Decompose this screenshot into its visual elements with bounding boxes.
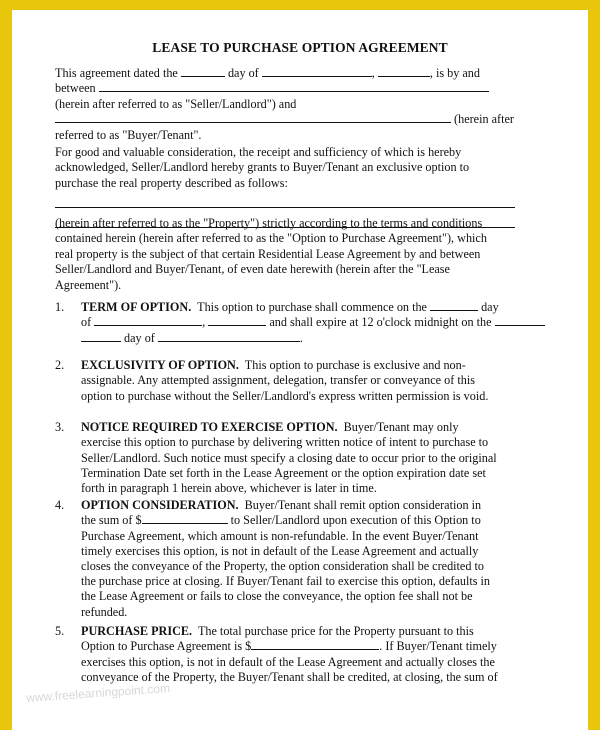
- section-text: day: [481, 300, 499, 314]
- intro-text: day of: [227, 66, 259, 80]
- section-number: 4.: [55, 498, 65, 512]
- section-heading: EXCLUSIVITY OF OPTION.: [81, 358, 239, 372]
- intro-text: (herein after referred to as "Seller/Landlord") and: [55, 96, 297, 111]
- section-line: exercises this option, is not in default of the Lease Agreement and actually closes the: [81, 654, 495, 669]
- section-line: Seller/Landlord. Such notice must specify a closing date to occur prior to the original: [81, 450, 497, 465]
- section-line: closes the conveyance of the Property, the option consideration shall be credited to: [81, 559, 484, 573]
- intro-text: between: [55, 81, 96, 96]
- expire-month-field[interactable]: [158, 331, 300, 342]
- section-number: 5.: [55, 624, 65, 638]
- document-title: LEASE TO PURCHASE OPTION AGREEMENT: [152, 40, 448, 55]
- date-year-field[interactable]: [378, 66, 430, 77]
- section-line: exercise this option to purchase by delivering written notice of intent to purchase to: [81, 435, 489, 450]
- section-line: assignable. Any attempted assignment, delegation, transfer or conveyance of this: [81, 373, 475, 388]
- commence-day-field[interactable]: [430, 300, 478, 311]
- section-line: forth in paragraph 1 herein above, whichever is later in time.: [81, 481, 377, 495]
- paragraph-line: contained herein (herein after referred to as the "Option to Purchase Agreement"), which: [55, 231, 487, 246]
- period: .: [299, 330, 303, 345]
- section-line: Termination Date set forth in the Lease Agreement or the option expiration date set: [81, 465, 486, 480]
- section-purchase-price: [55, 624, 560, 685]
- section-line: Purchase Agreement, which amount is non-refundable. In the event Buyer/Tenant: [81, 528, 479, 543]
- paragraph-line: purchase the real property described as follows:: [55, 175, 288, 190]
- option-fee-field[interactable]: [142, 513, 228, 524]
- expire-day-blank[interactable]: [81, 331, 121, 342]
- section-option-consideration: [55, 498, 560, 620]
- intro-text: This agreement dated the: [55, 66, 178, 80]
- section-notice: [55, 420, 560, 496]
- section-number: 1.: [55, 300, 65, 314]
- section-line: timely exercises this option, is not in default of the Lease Agreement and actually: [81, 543, 479, 558]
- section-heading: NOTICE REQUIRED TO EXERCISE OPTION.: [81, 420, 338, 434]
- document-page: [12, 10, 588, 730]
- section-text: day of: [124, 330, 155, 345]
- section-line: conveyance of the Property, the Buyer/Tenant shall be credited, at closing, the sum of: [81, 669, 498, 684]
- commence-year-field[interactable]: [208, 315, 266, 326]
- section-text: This option to purchase is exclusive and non-: [244, 358, 466, 372]
- purchase-price-field[interactable]: [251, 639, 379, 650]
- section-text: Buyer/Tenant may only: [343, 420, 459, 434]
- intro-paragraph: [55, 66, 557, 143]
- paragraph-line: Agreement").: [55, 277, 122, 292]
- section-heading: PURCHASE PRICE.: [81, 624, 193, 638]
- paragraph-line: (herein after referred to as the "Property") strictly according to the terms and conditions: [55, 216, 483, 230]
- section-text: The total purchase price for the Property pursuant to this: [197, 624, 474, 638]
- date-month-field[interactable]: [262, 66, 372, 77]
- section-heading: TERM OF OPTION.: [81, 300, 192, 314]
- paragraph-line: Seller/Landlord and Buyer/Tenant, of even date herewith (herein after the "Lease: [55, 262, 450, 277]
- section-number: 3.: [55, 420, 65, 434]
- intro-text: referred to as "Buyer/Tenant".: [55, 127, 202, 142]
- comma: ,: [202, 315, 206, 330]
- date-day-field[interactable]: [181, 66, 225, 77]
- section-text: Buyer/Tenant shall remit option consideration in: [244, 498, 482, 512]
- seller-name-field[interactable]: [99, 81, 489, 92]
- section-term-of-option: [55, 300, 560, 346]
- section-text: . If Buyer/Tenant timely: [379, 639, 497, 654]
- section-text: Option to Purchase Agreement is $: [81, 639, 252, 654]
- paragraph-line: acknowledged, Seller/Landlord hereby grants to Buyer/Tenant an exclusive option to: [55, 160, 470, 175]
- intro-text: (herein after: [454, 112, 514, 127]
- section-line: refunded.: [81, 604, 128, 619]
- comma: ,: [371, 66, 375, 80]
- buyer-name-field[interactable]: [55, 112, 451, 123]
- paragraph-line: For good and valuable consideration, the receipt and sufficiency of which is hereby: [55, 145, 462, 159]
- commence-month-field[interactable]: [94, 315, 202, 326]
- property-description-field[interactable]: [55, 195, 515, 208]
- section-text: the sum of $: [81, 513, 142, 528]
- section-line: option to purchase without the Seller/Landlord's express written permission is void.: [81, 388, 489, 403]
- section-line: the purchase price at closing. If Buyer/Tenant fail to exercise this option, defaults in: [81, 574, 490, 589]
- section-line: the Lease Agreement or fails to close the conveyance, the option fee shall not be: [81, 589, 473, 604]
- section-heading: OPTION CONSIDERATION.: [81, 498, 239, 512]
- section-exclusivity: [55, 358, 560, 404]
- property-paragraph: [55, 216, 557, 293]
- watermark: www.freelearningpoint.com: [25, 680, 171, 706]
- section-text: and shall expire at 12 o'clock midnight on the: [269, 315, 492, 330]
- paragraph-line: real property is the subject of that certain Residential Lease Agreement by and between: [55, 246, 481, 261]
- section-text: of: [81, 315, 92, 330]
- expire-day-field[interactable]: [495, 315, 545, 326]
- intro-text: , is by and: [429, 66, 480, 80]
- section-text: to Seller/Landlord upon execution of this Option to: [230, 513, 481, 528]
- section-text: This option to purchase shall commence on the: [197, 300, 427, 314]
- section-number: 2.: [55, 358, 65, 372]
